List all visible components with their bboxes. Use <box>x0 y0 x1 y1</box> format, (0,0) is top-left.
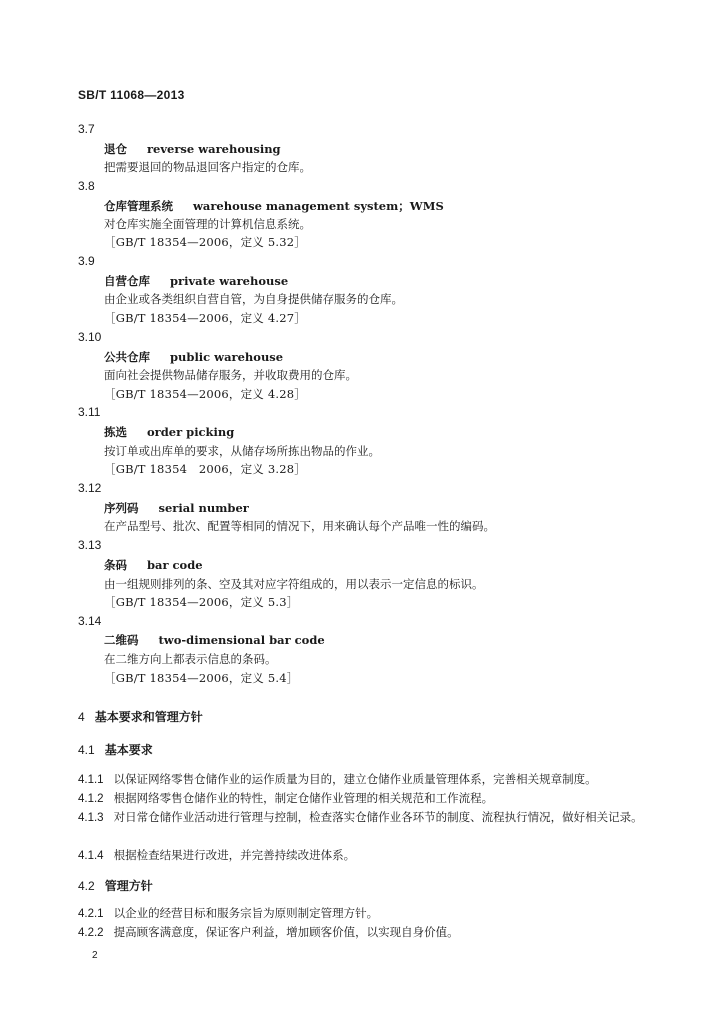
term-title <box>104 349 283 365</box>
clause-number: 4.1.3 <box>78 812 104 824</box>
term-number: 3.11 <box>78 405 101 419</box>
term-zh: 退仓 <box>104 142 127 156</box>
term-title <box>104 141 281 157</box>
clause-text: 根据网络零售仓储作业的特性，制定仓储作业管理的相关规范和工作流程。 <box>113 791 494 805</box>
term-number: 3.9 <box>78 254 95 268</box>
section-number: 4.2 <box>78 879 95 893</box>
term-reference: ［GB/T 18354—2006，定义 5.32］ <box>104 235 306 249</box>
clause-number: 4.1.2 <box>78 793 104 805</box>
term-zh: 序列码 <box>104 501 139 515</box>
clause-text: 以保证网络零售仓储作业的运作质量为目的，建立仓储作业质量管理体系，完善相关规章制度。 <box>113 772 597 786</box>
clause-paragraph <box>78 789 648 809</box>
term-title <box>104 273 288 289</box>
clause-paragraph <box>78 770 648 790</box>
section-number: 4 <box>78 710 85 724</box>
page-number: 2 <box>92 950 98 961</box>
term-number: 3.12 <box>78 481 102 495</box>
clause-paragraph <box>78 923 648 943</box>
term-zh: 条码 <box>104 558 127 572</box>
clause-text: 根据检查结果进行改进，并完善持续改进体系。 <box>113 848 356 862</box>
term-en: private warehouse <box>170 274 289 288</box>
section-title: 基本要求和管理方针 <box>94 710 203 724</box>
term-reference: ［GB/T 18354—2006，定义 5.4］ <box>104 671 299 685</box>
standard-code-header: SB/T 11068—2013 <box>78 88 185 102</box>
section-number: 4.1 <box>78 743 95 757</box>
term-zh: 仓库管理系统 <box>104 199 173 213</box>
term-definition: 由企业或各类组织自营自管，为自身提供储存服务的仓库。 <box>104 292 403 306</box>
term-en: warehouse management system；WMS <box>193 199 444 213</box>
clause-text: 提高顾客满意度，保证客户利益，增加顾客价值，以实现自身价值。 <box>113 925 459 939</box>
term-reference: ［GB/T 18354—2006，定义 4.27］ <box>104 311 306 325</box>
term-en: reverse warehousing <box>147 142 281 156</box>
term-en: bar code <box>147 558 203 572</box>
term-title <box>104 557 203 573</box>
section-title: 管理方针 <box>104 879 153 893</box>
term-number: 3.14 <box>78 614 102 628</box>
clause-paragraph <box>78 904 648 924</box>
term-zh: 二维码 <box>104 633 139 647</box>
clause-text: 以企业的经营目标和服务宗旨为原则制定管理方针。 <box>113 906 379 920</box>
term-number: 3.13 <box>78 538 102 552</box>
clause-text: 对日常仓储作业活动进行管理与控制，检查落实仓储作业各环节的制度、流程执行情况，做好相关记录。 <box>113 810 643 824</box>
term-title <box>104 198 444 214</box>
term-zh: 自营仓库 <box>104 274 150 288</box>
clause-number: 4.1.4 <box>78 850 104 862</box>
section-title: 基本要求 <box>104 743 153 757</box>
term-title <box>104 424 234 440</box>
term-definition: 按订单或出库单的要求，从储存场所拣出物品的作业。 <box>104 444 380 458</box>
term-definition: 在产品型号、批次、配置等相同的情况下，用来确认每个产品唯一性的编码。 <box>104 519 495 533</box>
term-en: order picking <box>147 425 235 439</box>
term-en: serial number <box>158 501 249 515</box>
term-reference: ［GB/T 18354—2006，定义 4.28］ <box>104 387 306 401</box>
term-title <box>104 500 249 516</box>
term-definition: 面向社会提供物品储存服务，并收取费用的仓库。 <box>104 368 357 382</box>
term-number: 3.8 <box>78 179 95 193</box>
subsection-heading <box>78 741 153 758</box>
term-definition: 把需要退回的物品退回客户指定的仓库。 <box>104 160 311 174</box>
term-definition: 由一组规则排列的条、空及其对应字符组成的，用以表示一定信息的标识。 <box>104 577 484 591</box>
term-reference: ［GB/T 18354—2006，定义 5.3］ <box>104 595 299 609</box>
clause-number: 4.2.1 <box>78 908 104 920</box>
term-en: public warehouse <box>170 350 284 364</box>
term-reference: ［GB/T 18354 2006，定义 3.28］ <box>104 462 306 476</box>
term-number: 3.7 <box>78 122 95 136</box>
section-heading <box>78 708 203 725</box>
clause-paragraph <box>78 846 648 866</box>
term-definition: 在二维方向上都表示信息的条码。 <box>104 652 277 666</box>
clause-paragraph <box>78 808 648 828</box>
term-zh: 公共仓库 <box>104 350 150 364</box>
term-number: 3.10 <box>78 330 102 344</box>
term-definition: 对仓库实施全面管理的计算机信息系统。 <box>104 217 311 231</box>
term-title <box>104 632 325 648</box>
clause-number: 4.1.1 <box>78 774 104 786</box>
subsection-heading <box>78 877 153 894</box>
clause-number: 4.2.2 <box>78 927 104 939</box>
term-en: two-dimensional bar code <box>158 633 325 647</box>
term-zh: 拣选 <box>104 425 127 439</box>
